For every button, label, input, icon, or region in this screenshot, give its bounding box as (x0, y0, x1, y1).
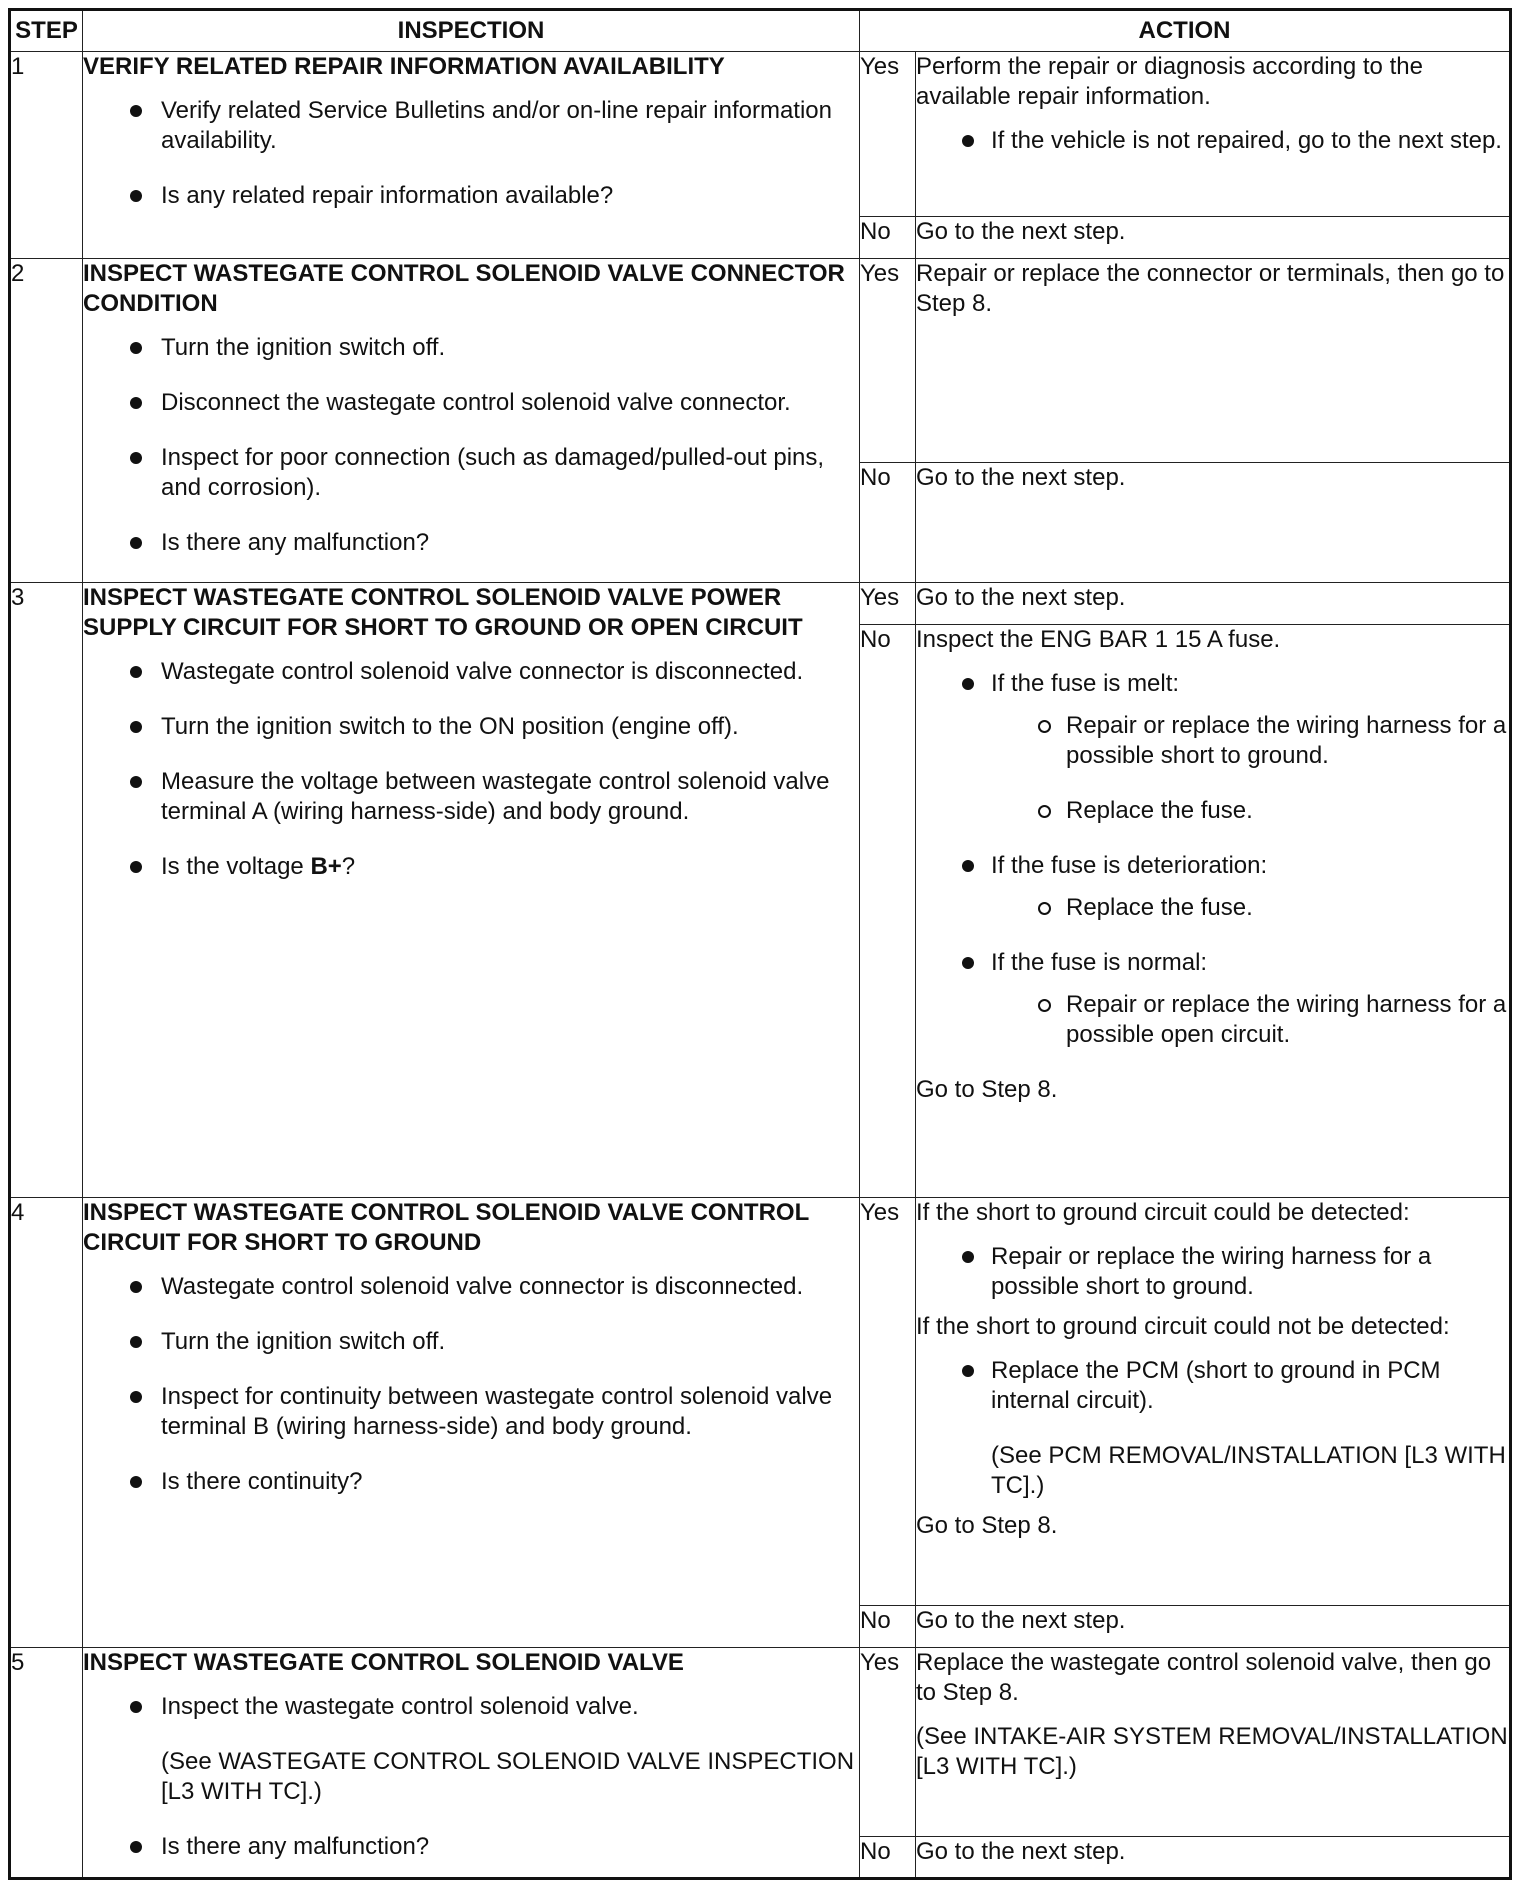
action-bullet-text: Replace the PCM (short to ground in PCM internal circuit). (991, 1357, 1441, 1414)
list-item: Verify related Service Bulletins and/or on-line repair information availability. (83, 96, 859, 156)
action-cell (916, 625, 1511, 1198)
no-label: No (860, 625, 916, 1198)
no-label: No (860, 1606, 916, 1648)
action-cell (916, 1198, 1511, 1606)
question-mark: ? (341, 853, 356, 880)
condition-text: If the fuse is normal: (991, 949, 1208, 976)
action-cell (916, 259, 1511, 463)
inspection-title: VERIFY RELATED REPAIR INFORMATION AVAILABILITY (83, 53, 725, 80)
table-header-row (10, 10, 1511, 52)
inspection-list (83, 333, 859, 558)
header-inspection: INSPECTION (83, 10, 860, 52)
header-step: STEP (10, 10, 83, 52)
list-item: Disconnect the wastegate control solenoid valve connector. (83, 388, 859, 418)
action-list (916, 126, 1509, 156)
inspection-title: INSPECT WASTEGATE CONTROL SOLENOID VALVE CONNECTOR CONDITION (83, 260, 845, 317)
action-text: Go to the next step. (916, 584, 1126, 611)
action-text: Go to Step 8. (916, 1512, 1058, 1539)
list-item: Measure the voltage between wastegate control solenoid valve terminal A (wiring harness-side) and body ground. (83, 767, 859, 827)
table-row (10, 1198, 1511, 1606)
inspection-bullet-text: Inspect the wastegate control solenoid valve. (161, 1693, 639, 1720)
list-item: Is any related repair information available? (83, 181, 859, 211)
list-item: Inspect for continuity between wastegate control solenoid valve terminal B (wiring harness-side) and body ground. (83, 1382, 859, 1442)
table-row (10, 259, 1511, 463)
list-item: Wastegate control solenoid valve connector is disconnected. (83, 1272, 859, 1302)
inspection-cell (83, 583, 860, 1198)
action-list (916, 1242, 1509, 1302)
yes-label: Yes (860, 1648, 916, 1837)
action-text: Go to Step 8. (916, 1076, 1058, 1103)
inspection-cell (83, 1648, 860, 1879)
action-text: Go to the next step. (916, 218, 1126, 245)
list-item: Turn the ignition switch off. (83, 333, 859, 363)
action-text: Inspect the ENG BAR 1 15 A fuse. (916, 626, 1281, 653)
yes-label: Yes (860, 259, 916, 463)
reference-text: (See WASTEGATE CONTROL SOLENOID VALVE INSPECTION [L3 WITH TC].) (161, 1748, 855, 1805)
action-text: If the short to ground circuit could be detected: (916, 1199, 1410, 1226)
action-text: Go to the next step. (916, 1607, 1126, 1634)
inspection-list (83, 657, 859, 882)
inspection-list (83, 96, 859, 211)
list-item: Is there any malfunction? (83, 1832, 859, 1862)
action-text: Go to the next step. (916, 1838, 1126, 1865)
list-item (83, 852, 859, 882)
yes-label: Yes (860, 52, 916, 217)
reference-text: (See INTAKE-AIR SYSTEM REMOVAL/INSTALLATION [L3 WITH TC].) (916, 1723, 1508, 1780)
action-text: Repair or replace the connector or terminals, then go to Step 8. (916, 260, 1505, 317)
voltage-value: B+ (310, 853, 342, 880)
action-list (916, 669, 1509, 1050)
list-item: Turn the ignition switch to the ON position (engine off). (83, 712, 859, 742)
action-cell (916, 217, 1511, 259)
list-item: Is there any malfunction? (83, 528, 859, 558)
action-text: Replace the wastegate control solenoid valve, then go to Step 8. (916, 1649, 1492, 1706)
action-text: Perform the repair or diagnosis according to the available repair information. (916, 53, 1423, 110)
header-action: ACTION (860, 10, 1511, 52)
action-cell (916, 1606, 1511, 1648)
action-cell (916, 1648, 1511, 1837)
sub-list (991, 893, 1509, 923)
condition-text: If the fuse is melt: (991, 670, 1180, 697)
step-number: 2 (10, 259, 83, 583)
action-text: If the short to ground circuit could not be detected: (916, 1313, 1450, 1340)
yes-label: Yes (860, 583, 916, 625)
list-item: Repair or replace the wiring harness for a possible short to ground. (916, 1242, 1509, 1302)
table-row (10, 583, 1511, 625)
no-label: No (860, 1837, 916, 1879)
no-label: No (860, 463, 916, 583)
no-label: No (860, 217, 916, 259)
list-item: If the vehicle is not repaired, go to the next step. (916, 126, 1509, 156)
list-item: Is there continuity? (83, 1467, 859, 1497)
step-number: 1 (10, 52, 83, 259)
list-item: Wastegate control solenoid valve connector is disconnected. (83, 657, 859, 687)
reference-text: (See PCM REMOVAL/INSTALLATION [L3 WITH TC].) (991, 1442, 1506, 1499)
inspection-cell (83, 1198, 860, 1648)
list-item (916, 669, 1509, 826)
action-text: Go to the next step. (916, 464, 1126, 491)
sub-list (991, 990, 1509, 1050)
table-row (10, 52, 1511, 217)
list-item: Inspect for poor connection (such as damaged/pulled-out pins, and corrosion). (83, 443, 859, 503)
list-item (83, 1692, 859, 1807)
diagnostic-table (8, 8, 1512, 1880)
sub-list (991, 711, 1509, 826)
sub-list-item: Replace the fuse. (991, 796, 1509, 826)
sub-list-item: Replace the fuse. (991, 893, 1509, 923)
list-item (916, 948, 1509, 1050)
inspection-list (83, 1692, 859, 1862)
step-number: 4 (10, 1198, 83, 1648)
step-number: 3 (10, 583, 83, 1198)
yes-label: Yes (860, 1198, 916, 1606)
action-cell (916, 463, 1511, 583)
voltage-question: Is the voltage (161, 853, 311, 880)
sub-list-item: Repair or replace the wiring harness for a possible open circuit. (991, 990, 1509, 1050)
sub-list-item: Repair or replace the wiring harness for a possible short to ground. (991, 711, 1509, 771)
condition-text: If the fuse is deterioration: (991, 852, 1268, 879)
inspection-title: INSPECT WASTEGATE CONTROL SOLENOID VALVE (83, 1649, 684, 1676)
action-cell (916, 1837, 1511, 1879)
list-item (916, 1356, 1509, 1501)
list-item: Turn the ignition switch off. (83, 1327, 859, 1357)
action-cell (916, 583, 1511, 625)
inspection-title: INSPECT WASTEGATE CONTROL SOLENOID VALVE POWER SUPPLY CIRCUIT FOR SHORT TO GROUND OR OPEN CIRCUIT (83, 584, 803, 641)
inspection-title: INSPECT WASTEGATE CONTROL SOLENOID VALVE CONTROL CIRCUIT FOR SHORT TO GROUND (83, 1199, 809, 1256)
inspection-cell (83, 52, 860, 259)
inspection-cell (83, 259, 860, 583)
table-row (10, 1648, 1511, 1837)
inspection-list (83, 1272, 859, 1497)
step-number: 5 (10, 1648, 83, 1879)
action-list (916, 1356, 1509, 1501)
action-cell (916, 52, 1511, 217)
list-item (916, 851, 1509, 923)
